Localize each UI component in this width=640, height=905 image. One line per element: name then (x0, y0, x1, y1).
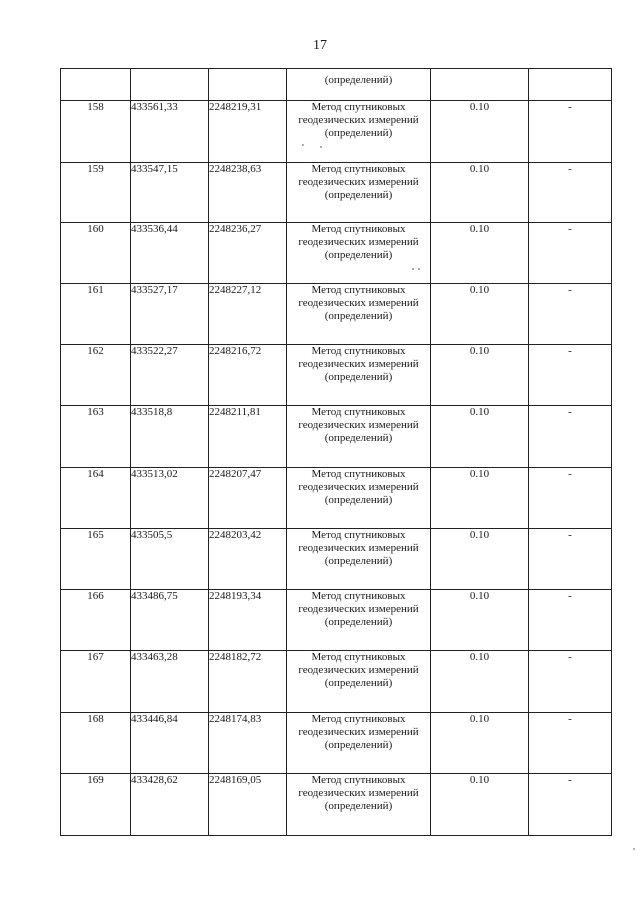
method-cell (287, 406, 431, 468)
table-row (61, 284, 612, 345)
method-cell (287, 284, 431, 345)
method-cell (287, 223, 431, 284)
point-number-cell: 163 (61, 406, 131, 468)
x-coordinate-cell: 433561,33 (131, 101, 209, 163)
x-coordinate-cell: 433536,44 (131, 223, 209, 284)
method-line: Метод спутниковых (311, 713, 406, 725)
method-line: геодезических измерений (298, 358, 419, 370)
table-row (61, 590, 612, 651)
page-number: 17 (313, 38, 327, 53)
method-line: Метод спутниковых (311, 163, 406, 175)
scan-speck (633, 848, 635, 850)
method-line: Метод спутниковых (311, 345, 406, 357)
table-row (61, 406, 612, 468)
method-cell (287, 163, 431, 223)
note-cell: - (529, 101, 612, 163)
method-line: Метод спутниковых (311, 468, 406, 480)
method-line: Метод спутниковых (311, 590, 406, 602)
accuracy-cell: 0.10 (431, 345, 529, 406)
method-cell (287, 590, 431, 651)
accuracy-cell: 0.10 (431, 774, 529, 836)
table-row (61, 774, 612, 836)
method-line: (определений) (324, 249, 393, 261)
y-coordinate-cell: 2248219,31 (209, 101, 287, 163)
method-line: геодезических измерений (298, 176, 419, 188)
table-row (61, 651, 612, 713)
note-cell: - (529, 406, 612, 468)
y-coordinate-cell: 2248216,72 (209, 345, 287, 406)
note-cell: - (529, 223, 612, 284)
x-coordinate-cell: 433463,28 (131, 651, 209, 713)
y-coordinate-cell: 2248182,72 (209, 651, 287, 713)
note-cell: - (529, 163, 612, 223)
point-number-cell: 161 (61, 284, 131, 345)
accuracy-cell: 0.10 (431, 163, 529, 223)
x-coordinate-cell: 433428,62 (131, 774, 209, 836)
method-line: геодезических измерений (298, 114, 419, 126)
point-number-cell: 169 (61, 774, 131, 836)
method-line: геодезических измерений (298, 542, 419, 554)
x-coordinate-cell: 433446,84 (131, 713, 209, 774)
method-cell (287, 713, 431, 774)
table-row (61, 713, 612, 774)
accuracy-cell: 0.10 (431, 590, 529, 651)
table-row (61, 345, 612, 406)
scan-speck (320, 146, 322, 148)
table-row (61, 163, 612, 223)
method-cell: (определений) (287, 69, 431, 101)
method-cell (287, 651, 431, 713)
table-cell (209, 69, 287, 101)
method-line: (определений) (324, 494, 393, 506)
method-line: геодезических измерений (298, 787, 419, 799)
method-cell (287, 774, 431, 836)
method-line: (определений) (324, 432, 393, 444)
y-coordinate-cell: 2248169,05 (209, 774, 287, 836)
method-line: (определений) (324, 371, 393, 383)
x-coordinate-cell: 433513,02 (131, 468, 209, 529)
point-number-cell: 158 (61, 101, 131, 163)
point-number-cell: 165 (61, 529, 131, 590)
method-line: (определений) (324, 677, 393, 689)
method-line: (определений) (324, 127, 393, 139)
y-coordinate-cell: 2248174,83 (209, 713, 287, 774)
point-number-cell: 159 (61, 163, 131, 223)
point-number-cell: 166 (61, 590, 131, 651)
note-cell: - (529, 529, 612, 590)
note-cell: - (529, 713, 612, 774)
accuracy-cell: 0.10 (431, 223, 529, 284)
note-cell: - (529, 590, 612, 651)
method-line: (определений) (324, 739, 393, 751)
method-cell (287, 345, 431, 406)
table-row (61, 529, 612, 590)
note-cell: - (529, 284, 612, 345)
method-line: геодезических измерений (298, 481, 419, 493)
y-coordinate-cell: 2248211,81 (209, 406, 287, 468)
continuation-row (61, 69, 612, 101)
table-cell (131, 69, 209, 101)
note-cell: - (529, 468, 612, 529)
table-row (61, 468, 612, 529)
table-cell (529, 69, 612, 101)
method-line: Метод спутниковых (311, 284, 406, 296)
table-cell (431, 69, 529, 101)
x-coordinate-cell: 433547,15 (131, 163, 209, 223)
method-line: геодезических измерений (298, 726, 419, 738)
coordinates-table (60, 68, 612, 836)
table-row (61, 101, 612, 163)
point-number-cell: 164 (61, 468, 131, 529)
y-coordinate-cell: 2248238,63 (209, 163, 287, 223)
accuracy-cell: 0.10 (431, 406, 529, 468)
x-coordinate-cell: 433505,5 (131, 529, 209, 590)
method-line: геодезических измерений (298, 419, 419, 431)
note-cell: - (529, 651, 612, 713)
x-coordinate-cell: 433518,8 (131, 406, 209, 468)
x-coordinate-cell: 433527,17 (131, 284, 209, 345)
method-line: Метод спутниковых (311, 101, 406, 113)
method-line: Метод спутниковых (311, 406, 406, 418)
method-cell (287, 529, 431, 590)
x-coordinate-cell: 433486,75 (131, 590, 209, 651)
y-coordinate-cell: 2248236,27 (209, 223, 287, 284)
method-line: геодезических измерений (298, 664, 419, 676)
point-number-cell: 160 (61, 223, 131, 284)
y-coordinate-cell: 2248227,12 (209, 284, 287, 345)
accuracy-cell: 0.10 (431, 651, 529, 713)
accuracy-cell: 0.10 (431, 284, 529, 345)
accuracy-cell: 0.10 (431, 101, 529, 163)
y-coordinate-cell: 2248193,34 (209, 590, 287, 651)
method-line: Метод спутниковых (311, 529, 406, 541)
y-coordinate-cell: 2248203,42 (209, 529, 287, 590)
table-row (61, 223, 612, 284)
scan-speck (412, 268, 414, 270)
table-cell (61, 69, 131, 101)
method-line: (определений) (324, 189, 393, 201)
method-line: геодезических измерений (298, 297, 419, 309)
method-line: геодезических измерений (298, 603, 419, 615)
method-line: (определений) (324, 616, 393, 628)
y-coordinate-cell: 2248207,47 (209, 468, 287, 529)
note-cell: - (529, 774, 612, 836)
accuracy-cell: 0.10 (431, 713, 529, 774)
method-line: геодезических измерений (298, 236, 419, 248)
method-line: (определений) (324, 310, 393, 322)
method-line: Метод спутниковых (311, 774, 406, 786)
method-line: Метод спутниковых (311, 223, 406, 235)
method-cell (287, 101, 431, 163)
point-number-cell: 168 (61, 713, 131, 774)
note-cell: - (529, 345, 612, 406)
point-number-cell: 167 (61, 651, 131, 713)
scan-speck (302, 144, 304, 146)
method-line: Метод спутниковых (311, 651, 406, 663)
point-number-cell: 162 (61, 345, 131, 406)
accuracy-cell: 0.10 (431, 468, 529, 529)
scan-speck (418, 268, 420, 270)
x-coordinate-cell: 433522,27 (131, 345, 209, 406)
method-cell (287, 468, 431, 529)
accuracy-cell: 0.10 (431, 529, 529, 590)
method-line: (определений) (324, 800, 393, 812)
method-line: (определений) (324, 555, 393, 567)
